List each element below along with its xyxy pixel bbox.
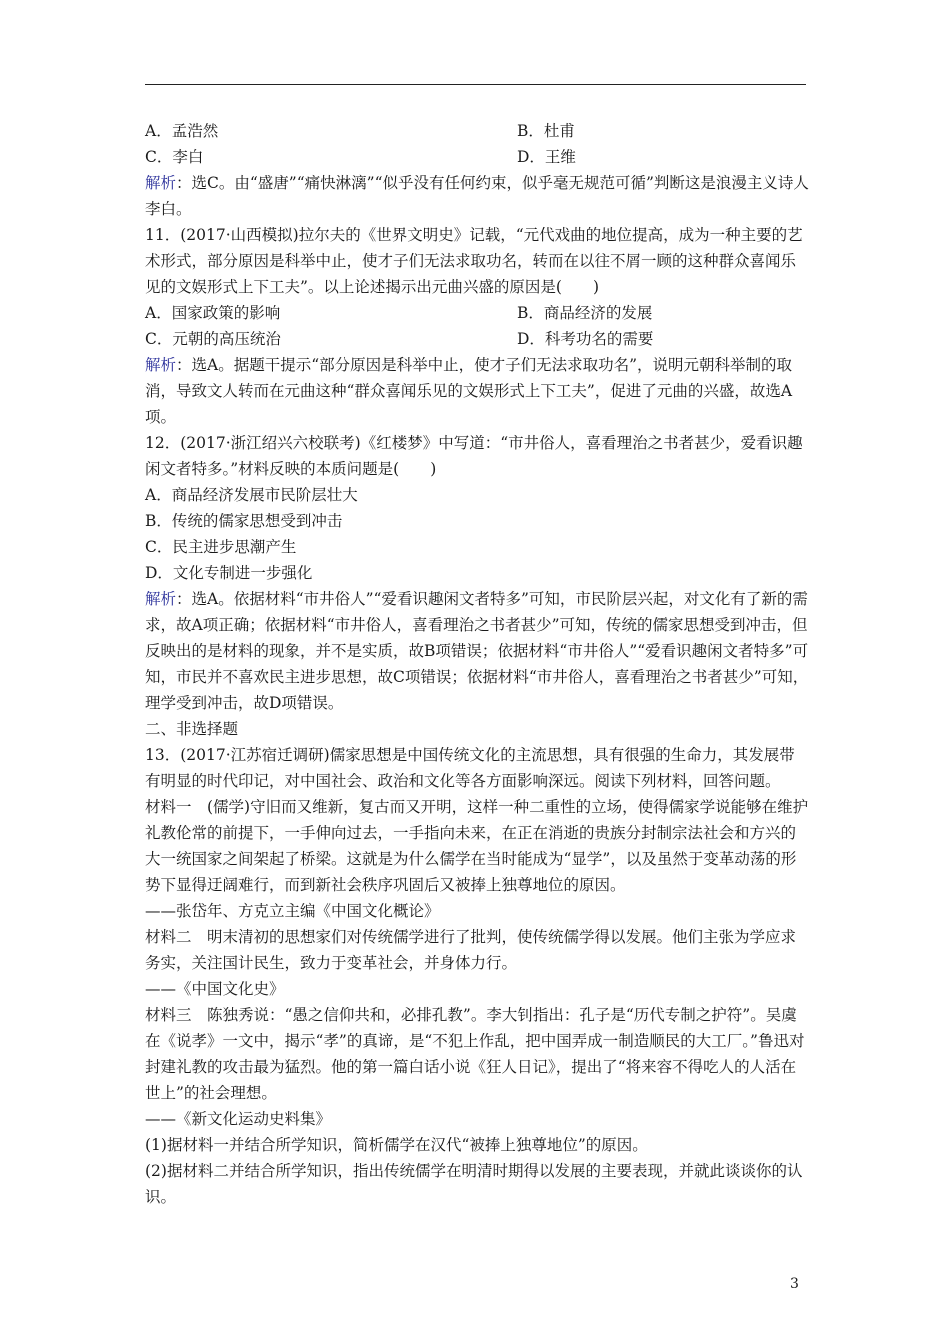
q13-material-3: 材料三 陈独秀说：“愚之信仰共和，必排孔教”。李大钊指出：孔子是“历代专制之护符”。吴虞在《说孝》一文中，揭示“孝”的真谛，是“不犯上作乱，把中国弄成一制造顺民的大工厂。”鲁迅对封建礼教的攻击最为猛烈。他的第一篇白话小说《狂人日记》，提出了“将来容不得吃人的人活在世上”的社会理想。 [145,1006,805,1102]
q11-stem: 11．(2017·山西模拟)拉尔夫的《世界文明史》记载，“元代戏曲的地位提高，成为一种主要的艺术形式，部分原因是科举中止，使才子们无法求取功名，转而在以往不屑一顾的这种群众喜闻乐见的文娱形式上下工夫”。以上论述揭示出元曲兴盛的原因是( ) [145,226,803,296]
q13-material-2: 材料二 明末清初的思想家们对传统儒学进行了批判，使传统儒学得以发展。他们主张为学应求务实，关注国计民生，致力于变革社会，并身体力行。 [145,928,797,972]
q12-option-d: D．文化专制进一步强化 [145,564,313,582]
q11-explanation-label: 解析 [145,356,177,374]
q10-options-row2 [145,144,809,170]
q13-subquestion-2: (2)据材料二并结合所学知识，指出传统儒学在明清时期得以发展的主要表现，并就此谈谈你的认识。 [145,1162,803,1206]
q10-option-c: C．李白 [145,148,204,166]
q11-option-d: D．科考功名的需要 [517,330,654,348]
q10-option-a: A．孟浩然 [145,122,219,140]
q13-material-2-source: ——《中国文化史》 [145,980,285,998]
q13-stem: 13．(2017·江苏宿迁调研)儒家思想是中国传统文化的主流思想，具有很强的生命力，其发展带有明显的时代印记，对中国社会、政治和文化等各方面影响深远。阅读下列材料，回答问题。 [145,746,795,790]
q11-options-row1 [145,300,809,326]
q10-option-b: B．杜甫 [517,122,575,140]
section-heading: 二、非选择题 [145,720,239,738]
q11-explanation [145,352,809,430]
q12-option-c: C．民主进步思潮产生 [145,538,297,556]
q12-option-b: B．传统的儒家思想受到冲击 [145,512,343,530]
q13-material-3-source: ——《新文化运动史料集》 [145,1110,332,1128]
q10-explanation-text: ：选C。由“盛唐”“痛快淋漓”“似乎没有任何约束，似乎毫无规范可循”判断这是浪漫主义诗人李白。 [145,174,809,218]
q11-option-b: B．商品经济的发展 [517,304,653,322]
page-number: 3 [790,1276,799,1292]
q10-explanation [145,170,809,222]
page-content [145,118,809,1210]
q12-explanation-text: ：选A。依据材料“市井俗人”“爱看识趣闲文者特多”可知，市民阶层兴起，对文化有了新的需求，故A项正确；依据材料“市井俗人，喜看理治之书者甚少”可知，传统的儒家思想受到冲击，但反映出的是材料的现象，并不是实质，故B项错误；依据材料“市井俗人”“爱看识趣闲文者特多”可知，市民并不喜欢民主进步思想，故C项错误；依据材料“市井俗人，喜看理治之书者甚少”可知，理学受到冲击，故D项错误。 [145,590,809,712]
q10-explanation-label: 解析 [145,174,177,192]
q10-options-row1 [145,118,809,144]
q12-stem: 12．(2017·浙江绍兴六校联考)《红楼梦》中写道：“市井俗人，喜看理治之书者甚少，爱看识趣闲文者特多。”材料反映的本质问题是( ) [145,434,803,478]
q11-option-a: A．国家政策的影响 [145,304,281,322]
q12-explanation [145,586,809,716]
q11-option-c: C．元朝的高压统治 [145,330,281,348]
q12-option-a: A．商品经济发展市民阶层壮大 [145,486,358,504]
q13-material-1: 材料一 (儒学)守旧而又维新，复古而又开明，这样一种二重性的立场，使得儒家学说能够在维护礼教伦常的前提下，一手伸向过去，一手指向未来，在正在消逝的贵族分封制宗法社会和方兴的大一统国家之间架起了桥梁。这就是为什么儒学在当时能成为“显学”，以及虽然于变革动荡的形势下显得迂阔难行，而到新社会秩序巩固后又被捧上独尊地位的原因。 [145,798,809,894]
q10-option-d: D．王维 [517,148,576,166]
header-rule [145,84,806,85]
q11-explanation-text: ：选A。据题干提示“部分原因是科举中止，使才子们无法求取功名”，说明元朝科举制的取消，导致文人转而在元曲这种“群众喜闻乐见的文娱形式上下工夫”，促进了元曲的兴盛，故选A项。 [145,356,793,426]
q12-explanation-label: 解析 [145,590,177,608]
q13-material-1-source: ——张岱年、方克立主编《中国文化概论》 [145,902,440,920]
q11-options-row2 [145,326,809,352]
q13-subquestion-1: (1)据材料一并结合所学知识，简析儒学在汉代“被捧上独尊地位”的原因。 [145,1136,648,1154]
